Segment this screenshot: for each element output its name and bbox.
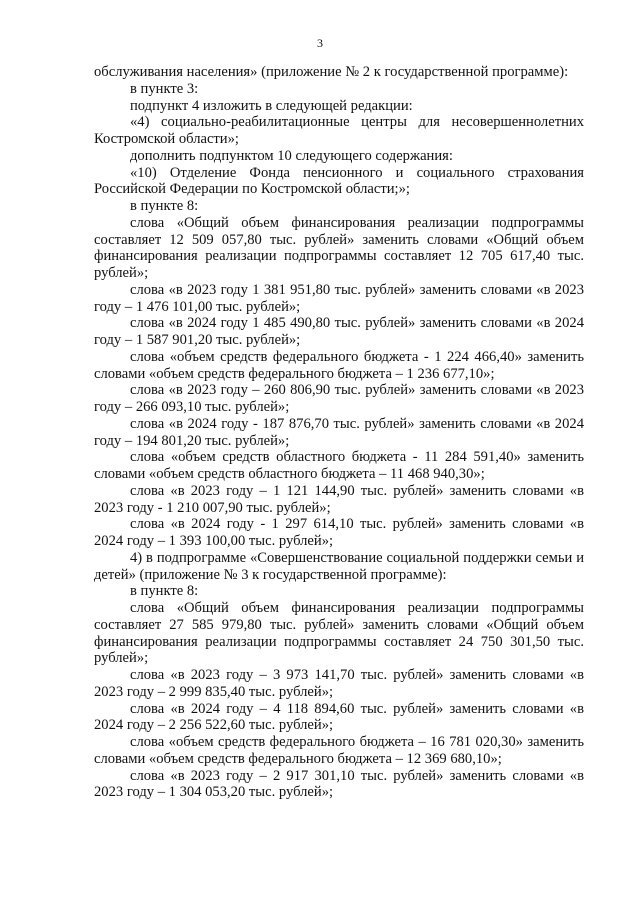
paragraph: слова «в 2023 году – 3 973 141,70 тыс. рублей» заменить словами «в 2023 году – 2 999 835,40 тыс. рублей»; bbox=[94, 667, 584, 700]
paragraph: 4) в подпрограмме «Совершенствование социальной поддержки семьи и детей» (приложение № 3 к государственной программе): bbox=[94, 549, 584, 583]
paragraph: слова «Общий объем финансирования реализации подпрограммы составляет 12 509 057,80 тыс. рублей» заменить словами «Общий объем финансирования реализации подпрограммы составляет 12 705 617,40 тыс. рублей»; bbox=[94, 214, 584, 281]
paragraph: «10) Отделение Фонда пенсионного и социального страхования Российской Федерации по Костромской области;»; bbox=[94, 164, 584, 198]
document-body bbox=[94, 64, 584, 801]
paragraph: слова «в 2023 году – 2 917 301,10 тыс. рублей» заменить словами «в 2023 году – 1 304 053,20 тыс. рублей»; bbox=[94, 767, 584, 801]
paragraph: обслуживания населения» (приложение № 2 к государственной программе): bbox=[94, 64, 569, 80]
paragraph: слова «Общий объем финансирования реализации подпрограммы составляет 27 585 979,80 тыс. рублей» заменить словами «Общий объем финансирования реализации подпрограммы составляет 24 750 301,50 тыс. рублей»; bbox=[94, 600, 584, 667]
paragraph: слова «в 2023 году 1 381 951,80 тыс. рублей» заменить словами «в 2023 году – 1 476 101,00 тыс. рублей»; bbox=[94, 281, 584, 315]
paragraph: слова «объем средств федерального бюджета - 1 224 466,40» заменить словами «объем средств федерального бюджета – 1 236 677,10»; bbox=[94, 348, 584, 382]
paragraph: слова «в 2024 году - 1 297 614,10 тыс. рублей» заменить словами «в 2024 году – 1 393 100,00 тыс. рублей»; bbox=[94, 516, 584, 549]
page-number: 3 bbox=[317, 36, 323, 50]
paragraph: подпункт 4 изложить в следующей редакции: bbox=[130, 97, 413, 114]
paragraph: «4) социально-реабилитационные центры для несовершеннолетних Костромской области»; bbox=[94, 114, 584, 147]
paragraph: дополнить подпунктом 10 следующего содержания: bbox=[130, 147, 453, 164]
paragraph: слова «в 2024 году 1 485 490,80 тыс. рублей» заменить словами «в 2024 году – 1 587 901,20 тыс. рублей»; bbox=[94, 315, 584, 348]
paragraph: слова «объем средств областного бюджета - 11 284 591,40» заменить словами «объем средств областного бюджета – 11 468 940,30»; bbox=[94, 449, 584, 482]
paragraph: слова «объем средств федерального бюджета – 16 781 020,30» заменить словами «объем средств федерального бюджета – 12 369 680,10»; bbox=[94, 734, 584, 767]
paragraph: в пункте 8: bbox=[130, 583, 199, 600]
paragraph: слова «в 2024 году – 4 118 894,60 тыс. рублей» заменить словами «в 2024 году – 2 256 522,60 тыс. рублей»; bbox=[94, 700, 584, 734]
paragraph: слова «в 2024 году - 187 876,70 тыс. рублей» заменить словами «в 2024 году – 194 801,20 тыс. рублей»; bbox=[94, 415, 584, 449]
paragraph: в пункте 8: bbox=[130, 198, 199, 214]
paragraph: слова «в 2023 году – 1 121 144,90 тыс. рублей» заменить словами «в 2023 году - 1 210 007,90 тыс. рублей»; bbox=[94, 482, 584, 516]
paragraph: в пункте 3: bbox=[130, 80, 199, 97]
paragraph: слова «в 2023 году – 260 806,90 тыс. рублей» заменить словами «в 2023 году – 266 093,10 тыс. рублей»; bbox=[94, 382, 584, 415]
